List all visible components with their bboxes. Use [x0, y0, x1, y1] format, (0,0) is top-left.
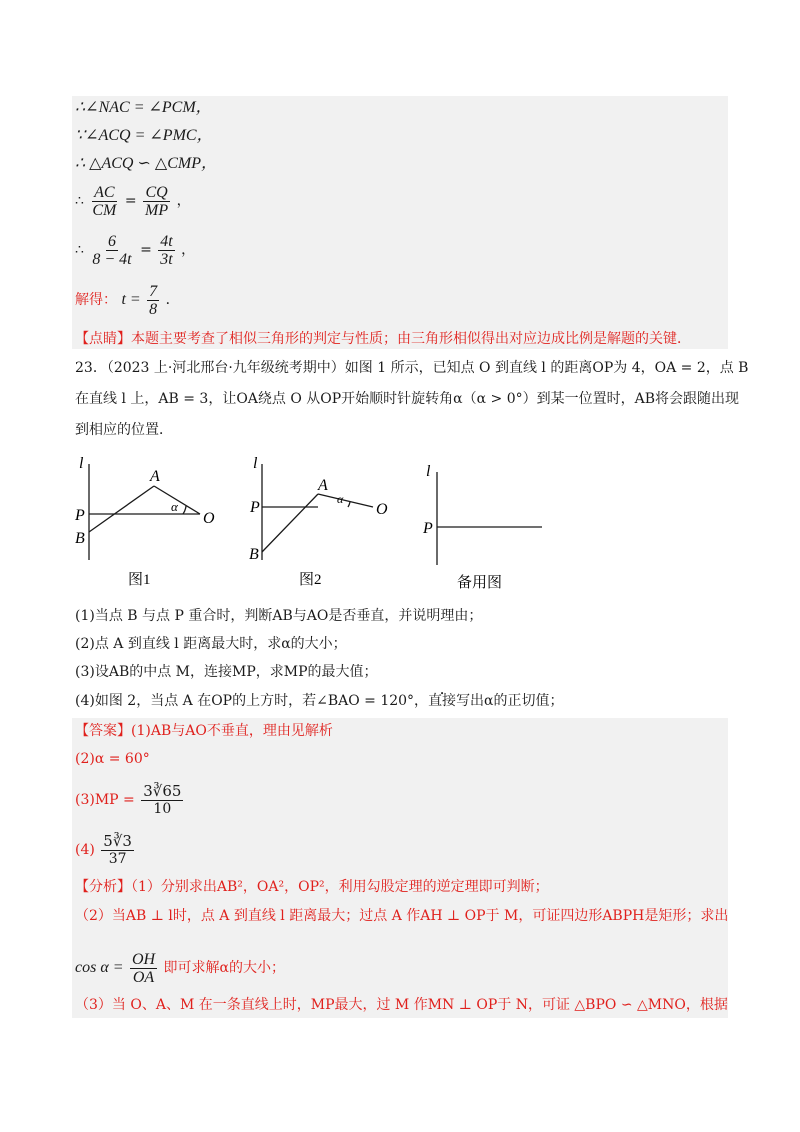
question-1: (1)当点 B 与点 P 重合时，判断AB与AO是否垂直，并说明理由；: [75, 608, 483, 624]
analysis-1: 【分析】（1）分别求出AB²，OA²，OP²，利用勾股定理的逆定理即可判断；: [75, 879, 549, 895]
answer-2: (2)α = 60°: [75, 751, 150, 767]
solve-line: 解得： t = $\frac{7}{8}$ ．: [75, 282, 180, 318]
fig2-label-o: O: [376, 501, 388, 518]
fig3-caption: 备用图: [457, 575, 503, 591]
solution-line-4: ∴ $\frac{AC}{CM}$ = $\frac{CQ}{MP}$ ，: [75, 183, 191, 219]
problem-line-2: 在直线 l 上，AB = 3，让OA绕点 O 从OP开始顺时针旋转角α（α > 0°）到某一位置时，AB将会跟随出现: [75, 391, 740, 407]
fig1-label-a: A: [150, 468, 160, 485]
solution-line-2: ∵∠ACQ = ∠PMC，: [75, 127, 213, 144]
problem-line-1: 23．（2023 上·河北邢台·九年级统考期中）如图 1 所示，已知点 O 到直线 l 的距离OP为 4，OA = 2，点 B: [75, 360, 749, 376]
fraction-tan: $\frac{5∛3}{37}$: [103, 831, 132, 867]
answer-3: (3)MP = $\frac{3∛65}{10}$: [75, 781, 182, 817]
fraction-4t-3t: $\frac{4t}{3t}$: [160, 232, 173, 268]
figure-1: [89, 464, 200, 560]
fig2-label-b: B: [249, 546, 259, 563]
fig2-label-l: l: [253, 455, 258, 472]
fig3-label-p: P: [423, 520, 433, 537]
question-3: (3)设AB的中点 M，连接MP，求MP的最大值；: [75, 664, 378, 680]
remark-line: 【点睛】本题主要考查了相似三角形的判定与性质；由三角形相似得出对应边成比例是解题的关键．: [75, 331, 691, 347]
analysis-3: cos α = $\frac{OH}{OA}$ 即可求解α的大小；: [75, 950, 286, 986]
fig1-label-o: O: [203, 510, 215, 527]
answer-4: (4) $\frac{5∛3}{37}$: [75, 831, 132, 867]
fig2-label-p: P: [250, 499, 260, 516]
fraction-cos: $\frac{OH}{OA}$: [131, 950, 156, 986]
question-2: (2)点 A 到直线 l 距离最大时，求α的大小；: [75, 636, 347, 652]
fig1-label-p: P: [75, 507, 85, 524]
solution-line-1: ∴∠NAC = ∠PCM，: [75, 99, 212, 116]
fraction-6-over: $\frac{6}{8 - 4t}$: [92, 232, 132, 268]
emphasis-direct: 直接: [428, 693, 457, 709]
fraction-mp: $\frac{3∛65}{10}$: [143, 781, 182, 817]
question-4: (4)如图 2，当点 A 在OP的上方时，若∠BAO = 120°，直接写出α的正切值；: [75, 693, 564, 709]
solution-line-3: ∴ △ACQ ∽ △CMP，: [75, 155, 217, 172]
figures: [0, 450, 800, 610]
fraction-cq-mp: $\frac{CQ}{MP}$: [145, 183, 169, 219]
figure-spare: [437, 472, 542, 565]
solution-line-5: ∴ $\frac{6}{8 - 4t}$ = $\frac{4t}{3t}$ ，: [75, 232, 196, 268]
answer-1: 【答案】(1)AB与AO不垂直，理由见解析: [75, 723, 333, 739]
fig1-label-l: l: [79, 455, 84, 472]
fig3-label-l: l: [426, 463, 431, 480]
analysis-2: （2）当AB ⊥ l时，点 A 到直线 l 距离最大；过点 A 作AH ⊥ OP于 M，可证四边形ABPH是矩形；求出: [75, 908, 729, 924]
fig2-label-alpha: α: [337, 492, 344, 506]
fig1-caption: 图1: [128, 572, 151, 588]
fig1-label-alpha: α: [171, 499, 178, 514]
fig1-label-b: B: [75, 530, 85, 547]
fraction-7-8: $\frac{7}{8}$: [149, 282, 158, 318]
problem-line-3: 到相应的位置．: [75, 422, 173, 438]
fraction-ac-cm: $\frac{AC}{CM}$: [92, 183, 117, 219]
fig2-caption: 图2: [299, 572, 322, 588]
analysis-4: （3）当 O、A、M 在一条直线上时，MP最大，过 M 作MN ⊥ OP于 N，可证 △BPO ∽ △MNO，根据: [75, 997, 728, 1013]
fig2-label-a: A: [318, 477, 328, 494]
